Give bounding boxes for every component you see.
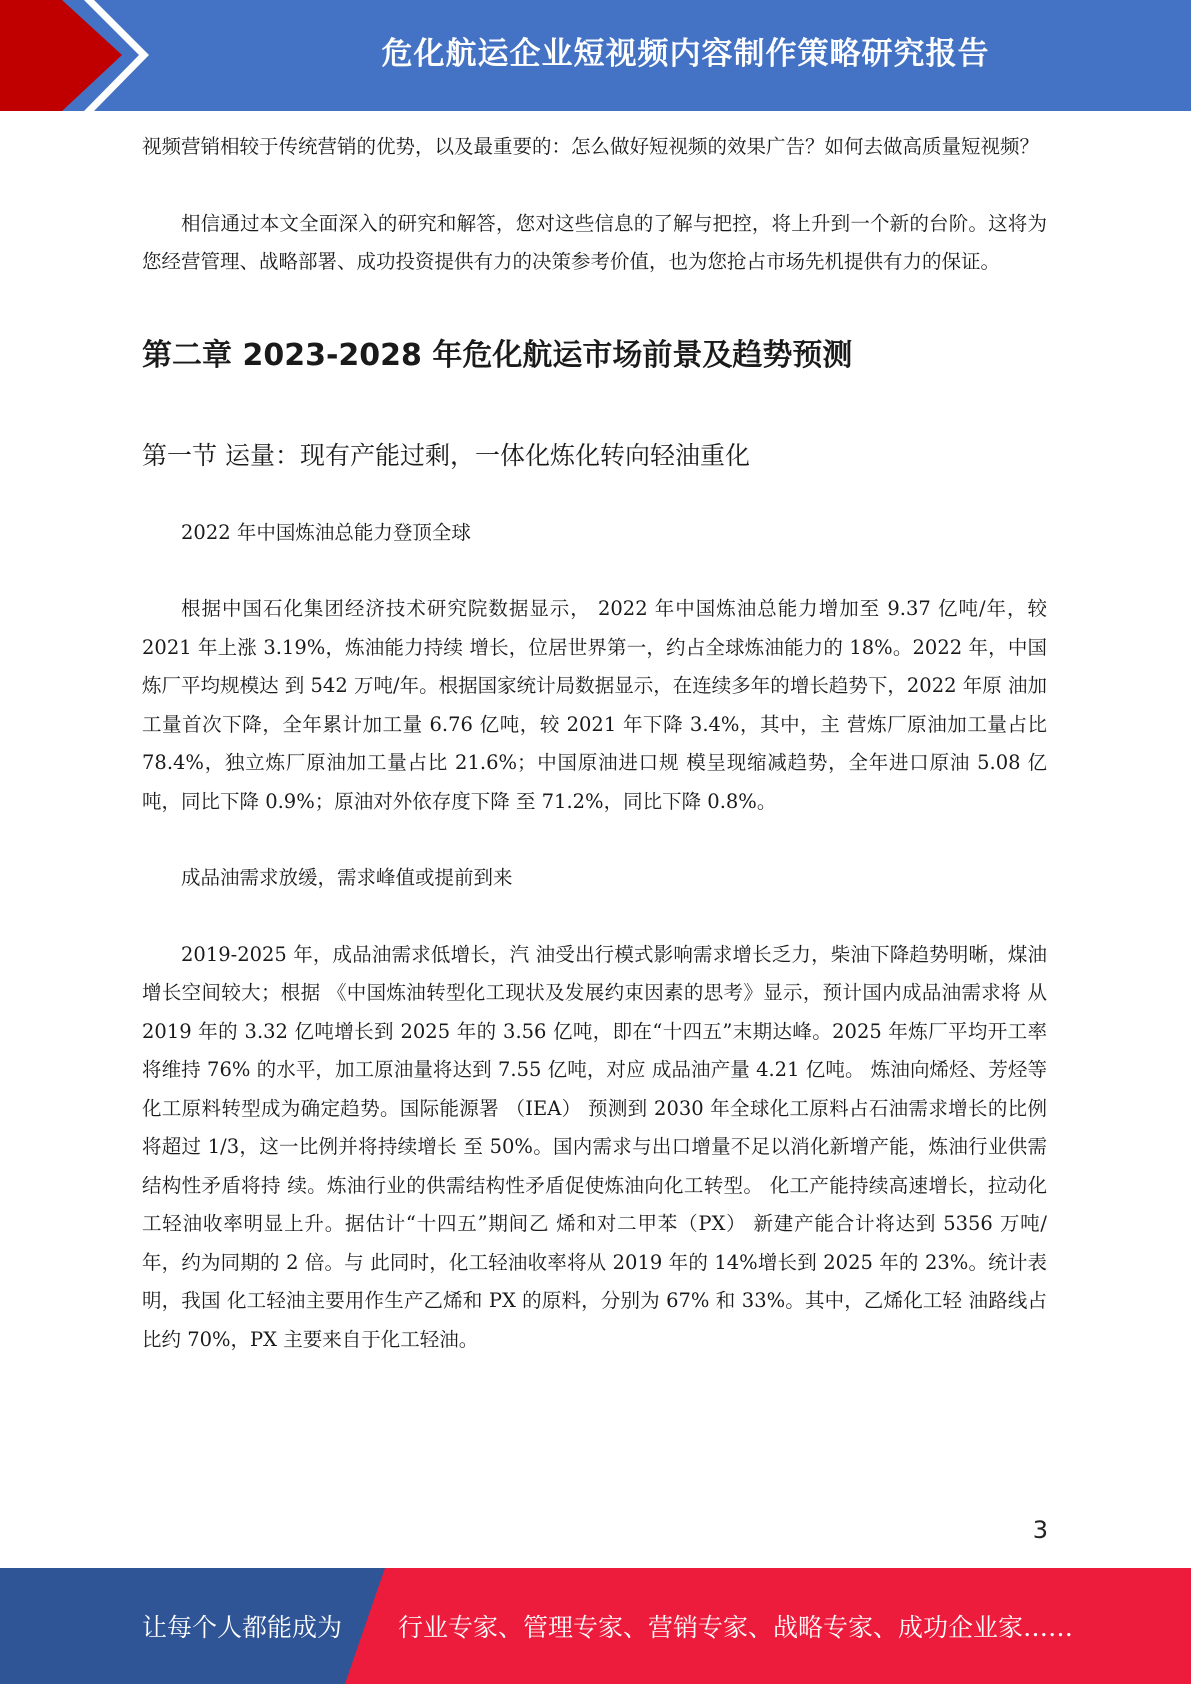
header-title: 危化航运企业短视频内容制作策略研究报告 bbox=[381, 35, 990, 72]
subheading-oil-demand: 成品油需求放缓，需求峰值或提前到来 bbox=[181, 866, 513, 889]
footer-slogan-right: 行业专家、管理专家、营销专家、战略专家、成功企业家…… bbox=[398, 1613, 1074, 1642]
paragraph-belief: 相信通过本文全面深入的研究和解答，您对这些信息的了解与把控，将上升到一个新的台阶。这将为您经营管理、战略部署、成功投资提供有力的决策参考价值，也为您抢占市场先机提供有力的保证。 bbox=[142, 211, 1047, 273]
paragraph-oil-demand: 2019-2025 年，成品油需求低增长，汽 油受出行模式影响需求增长乏力，柴油下降趋势明晰，煤油增长空间较大；根据 《中国炼油转型化工现状及发展约束因素的思考》显示，预计国内成品油需求将 从 2019 年的 3.32 亿吨增长到 2025 年的 3.56 亿吨，即在“十四五”末期达峰。2025 年炼厂平均开工率将维持 76% 的水平，加工原油量将达到 7.55 亿吨，对应 成品油产量 4.21 亿吨。 炼油向烯烃、芳烃等化工原料转型成为确定趋势。国际能源署 （IEA） 预测到 2030 年全球化工原料占石油需求增长的比例将超过 1/3，这一比例并将持续增长 至 50%。国内需求与出口增量不足以消化新增产能，炼油行业供需结构性矛盾将持 续。炼油行业的供需结构性矛盾促使炼油向化工转型。 化工产能持续高速增长，拉动化工轻油收率明显上升。据估计“十四五”期间乙 烯和对二甲苯（PX） 新建产能合计将达到 5356 万吨/年，约为同期的 2 倍。与 此同时，化工轻油收率将从 2019 年的 14%增长到 2025 年的 23%。统计表明，我国 化工轻油主要用作生产乙烯和 PX 的原料，分别为 67% 和 33%。其中，乙烯化工轻 油路线占比约 70%，PX 主要来自于化工轻油。 bbox=[142, 942, 1047, 1351]
page-number: 3 bbox=[1032, 1516, 1048, 1544]
paragraph-refining-capacity: 根据中国石化集团经济技术研究院数据显示， 2022 年中国炼油总能力增加至 9.37 亿吨/年，较 2021 年上涨 3.19%，炼油能力持续 增长，位居世界第一，约占全球炼油能力的 18%。2022 年，中国炼厂平均规模达 到 542 万吨/年。根据国家统计局数据显示，在连续多年的增长趋势下，2022 年原 油加工量首次下降，全年累计加工量 6.76 亿吨，较 2021 年下降 3.4%，其中，主 营炼厂原油加工量占比 78.4%，独立炼厂原油加工量占比 21.6%；中国原油进口规 模呈现缩减趋势，全年进口原油 5.08 亿吨，同比下降 0.9%；原油对外依存度下降 至 71.2%，同比下降 0.8%。 bbox=[142, 597, 1047, 813]
subheading-refining-capacity: 2022 年中国炼油总能力登顶全球 bbox=[181, 520, 471, 544]
footer-slogan-left: 让每个人都能成为 bbox=[142, 1613, 343, 1642]
chapter-title: 第二章 2023-2028 年危化航运市场前景及趋势预测 bbox=[142, 337, 853, 373]
page-footer bbox=[0, 1568, 1191, 1684]
section-title: 第一节 运量：现有产能过剩，一体化炼化转向轻油重化 bbox=[142, 440, 750, 470]
header-arrow-icon bbox=[0, 0, 160, 111]
page-header bbox=[0, 0, 1191, 111]
page-content bbox=[142, 128, 1047, 1359]
paragraph-intro-continued: 视频营销相较于传统营销的优势，以及最重要的：怎么做好短视频的效果广告？如何去做高质量短视频？ bbox=[142, 135, 1040, 158]
